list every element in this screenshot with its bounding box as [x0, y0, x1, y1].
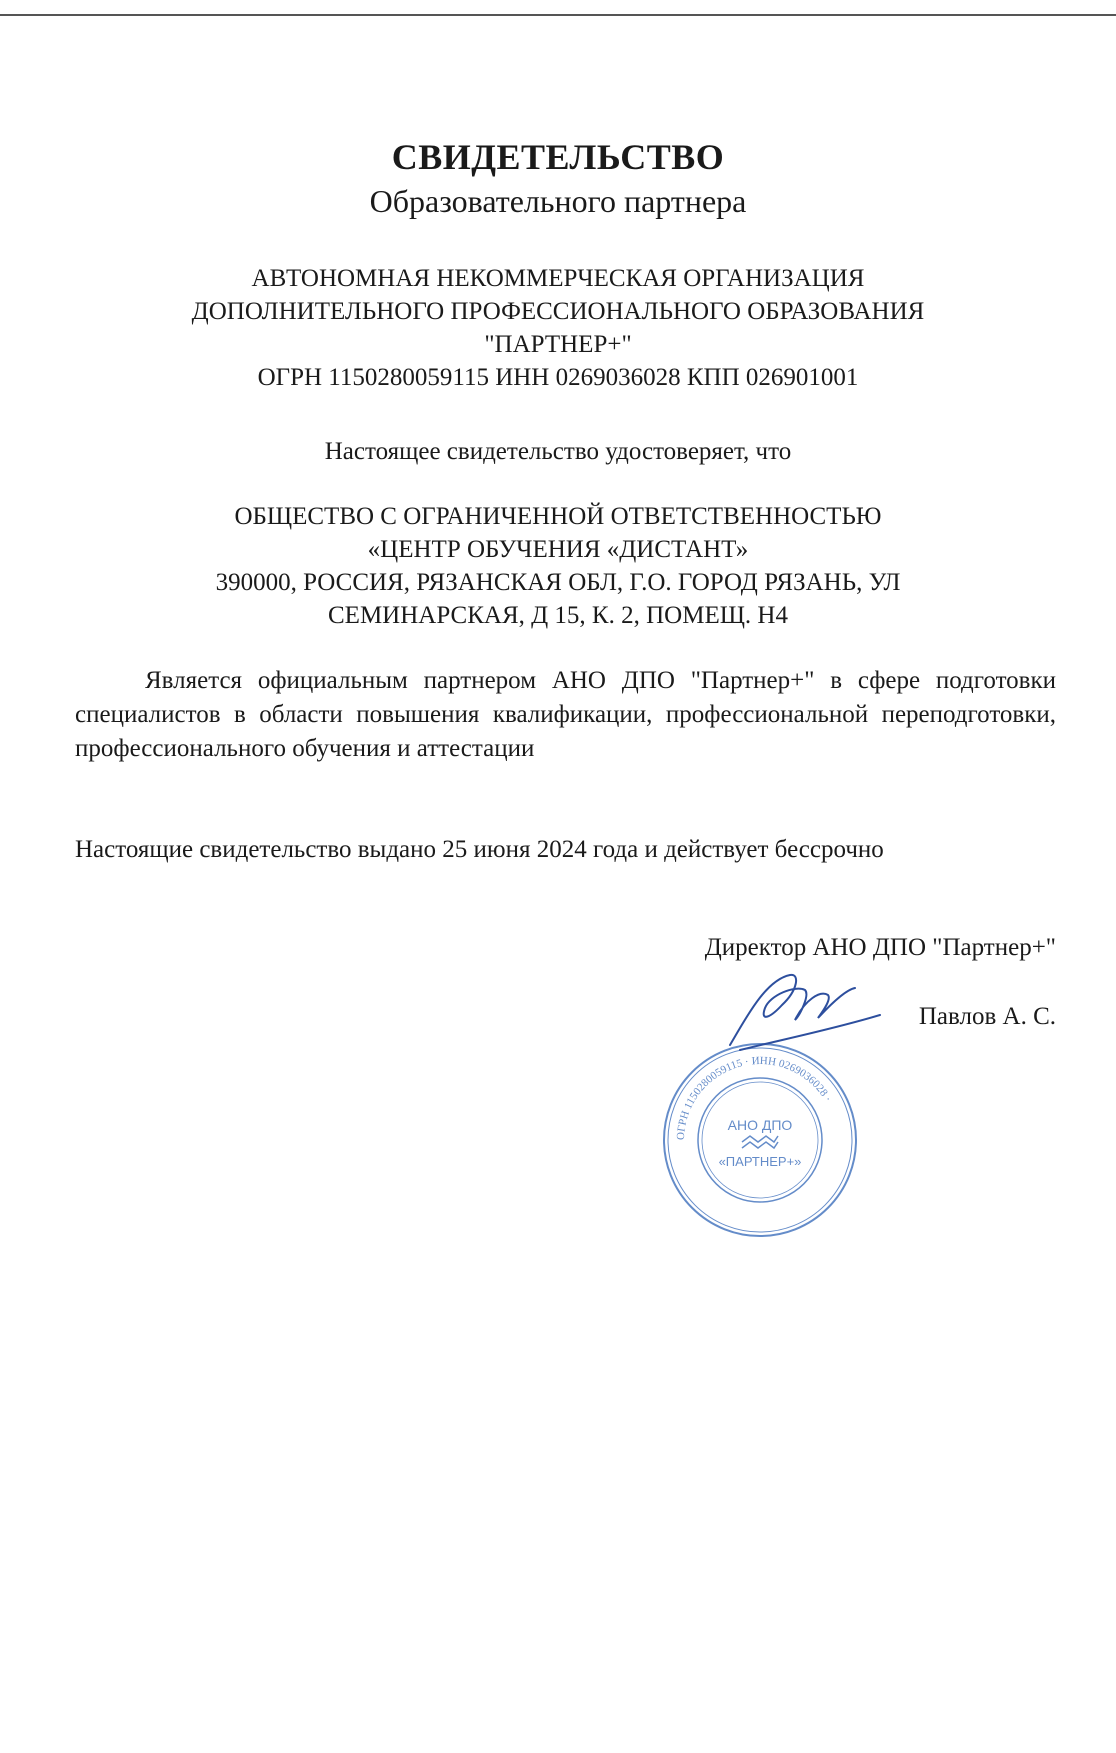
intro-text: Настоящее свидетельство удостоверяет, что — [324, 438, 792, 465]
signatory-name: Павлов А. С. — [918, 1003, 1056, 1030]
document-title: СВИДЕТЕЛЬСТВО — [391, 137, 725, 177]
partner-address-1: 390000, РОССИЯ, РЯЗАНСКАЯ ОБЛ, Г.О. ГОРОД РЯЗАНЬ, УЛ — [215, 569, 901, 596]
partner-line-2: «ЦЕНТР ОБУЧЕНИЯ «ДИСТАНТ» — [367, 536, 749, 563]
issued-statement: Настоящие свидетельство выдано 25 июня 2024 года и действует бессрочно — [75, 836, 884, 863]
partner-block — [0, 500, 1116, 632]
partner-address-2: СЕМИНАРСКАЯ, Д 15, К. 2, ПОМЕЩ. Н4 — [328, 602, 788, 629]
seal-ring-text: ОГРН 1150280059115 · ИНН 0269036028 · — [674, 1054, 834, 1141]
seal-emblem — [742, 1136, 778, 1148]
seal-stamp — [660, 1040, 860, 1240]
signature — [720, 960, 890, 1070]
top-border-line — [0, 14, 1116, 16]
issuer-line-3: "ПАРТНЕР+" — [484, 331, 632, 358]
document-subtitle: Образовательного партнера — [369, 183, 747, 219]
issuer-registration: ОГРН 1150280059115 ИНН 0269036028 КПП 026901001 — [257, 364, 859, 391]
seal-center-line-2: «ПАРТНЕР+» — [718, 1154, 802, 1169]
issuer-line-2: ДОПОЛНИТЕЛЬНОГО ПРОФЕССИОНАЛЬНОГО ОБРАЗОВАНИЯ — [191, 298, 925, 325]
partner-line-1: ОБЩЕСТВО С ОГРАНИЧЕННОЙ ОТВЕТСТВЕННОСТЬЮ — [234, 503, 882, 530]
issuer-block — [0, 262, 1116, 394]
seal-center-line-1: АНО ДПО — [727, 1117, 793, 1133]
body-paragraph: Является официальным партнером АНО ДПО "Партнер+" в сфере подготовки специалистов в области повышения квалификации, профессиональной переподготовки, профессионального обучения и аттестации — [75, 667, 1056, 762]
issuer-line-1: АВТОНОМНАЯ НЕКОММЕРЧЕСКАЯ ОРГАНИЗАЦИЯ — [251, 265, 865, 292]
signatory-title: Директор АНО ДПО "Партнер+" — [704, 934, 1056, 961]
